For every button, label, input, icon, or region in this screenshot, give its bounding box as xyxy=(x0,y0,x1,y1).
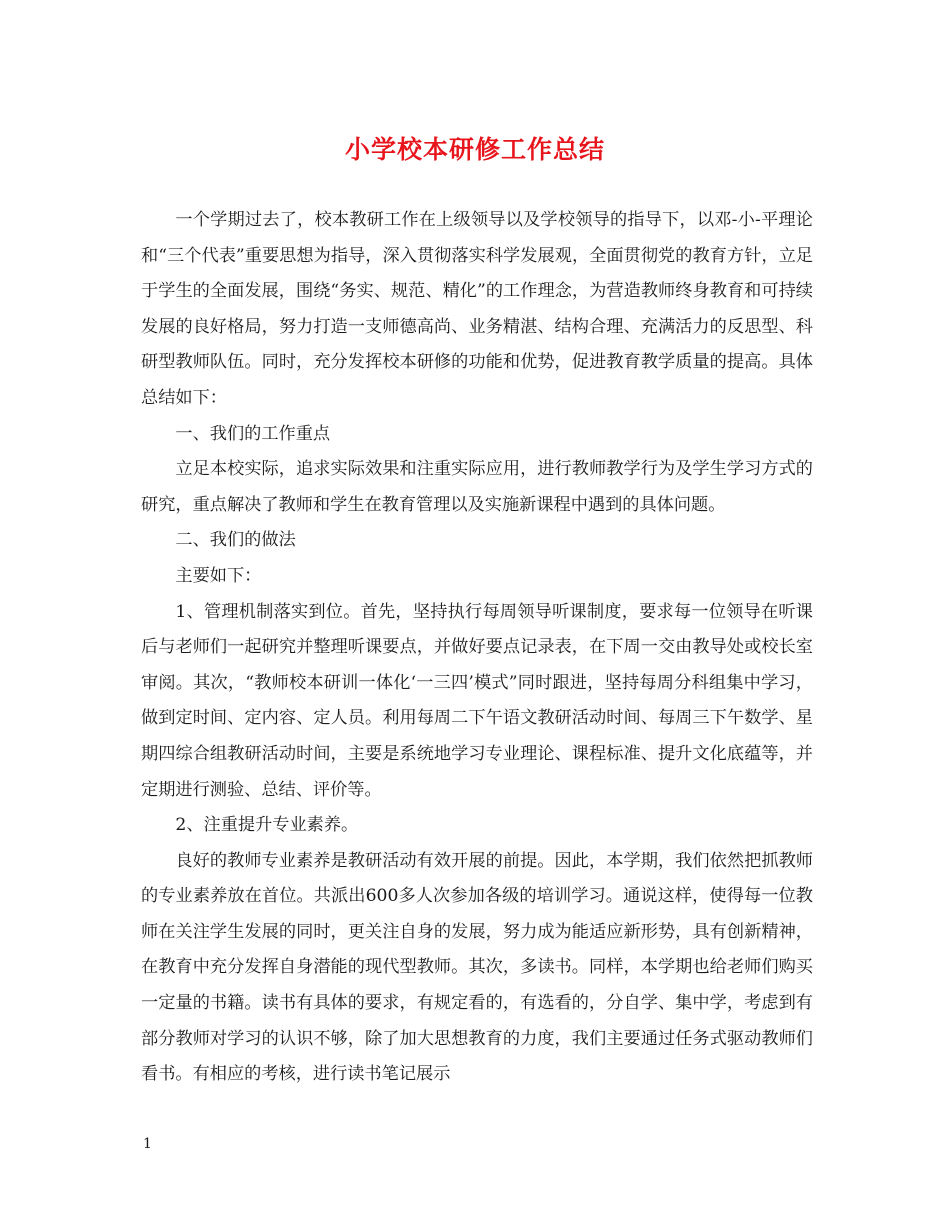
document-title: 小学校本研修工作总结 xyxy=(344,135,605,164)
paragraph-work-focus: 立足本校实际，追求实际效果和注重实际应用，进行教师教学行为及学生学习方式的研究，重点解决了教师和学生在教育管理以及实施新课程中遇到的具体问题。 xyxy=(141,459,813,515)
paragraph-main-points: 主要如下： xyxy=(175,565,262,586)
page-number: 1 xyxy=(143,1136,152,1152)
heading-work-focus: 一、我们的工作重点 xyxy=(175,423,331,444)
paragraph-management: 1、管理机制落实到位。首先，坚持执行每周领导听课制度，要求每一位领导在听课后与老师们一起研究并整理听课要点，并做好要点记录表，在下周一交由教导处或校长室审阅。其次，“教师校本研训一体化‘一三四’模式”同时跟进，坚持每周分科组集中学习，做到定时间、定内容、定人员。利用每周二下午语文教研活动时间、每周三下午数学、星期四综合组教研活动时间，主要是系统地学习专业理论、课程标准、提升文化底蕴等，并定期进行测验、总结、评价等。 xyxy=(141,601,813,800)
heading-our-approach: 二、我们的做法 xyxy=(175,530,296,551)
paragraph-intro: 一个学期过去了，校本教研工作在上级领导以及学校领导的指导下，以邓-小-平理论和“三个代表”重要思想为指导，深入贯彻落实科学发展观，全面贯彻党的教育方针，立足于学生的全面发展，围绕“务实、规范、精化”的工作理念，为营造教师终身教育和可持续发展的良好格局，努力打造一支师德高尚、业务精湛、结构合理、充满活力的反思型、科研型教师队伍。同时，充分发挥校本研修的功能和优势，促进教育教学质量的提高。具体总结如下： xyxy=(141,210,813,408)
heading-professional-quality: 2、注重提升专业素养。 xyxy=(175,815,359,836)
paragraph-professional-quality: 良好的教师专业素养是教研活动有效开展的前提。因此，本学期，我们依然把抓教师的专业素养放在首位。共派出600多人次参加各级的培训学习。通说这样，使得每一位教师在关注学生发展的同时，更关注自身的发展，努力成为能适应新形势，具有创新精神，在教育中充分发挥自身潜能的现代型教师。其次，多读书。同样，本学期也给老师们购买一定量的书籍。读书有具体的要求，有规定看的，有选看的，分自学、集中学，考虑到有部分教师对学习的认识不够，除了加大思想教育的力度，我们主要通过任务式驱动教师们看书。有相应的考核，进行读书笔记展示 xyxy=(141,850,813,1085)
document-body xyxy=(141,203,813,1093)
